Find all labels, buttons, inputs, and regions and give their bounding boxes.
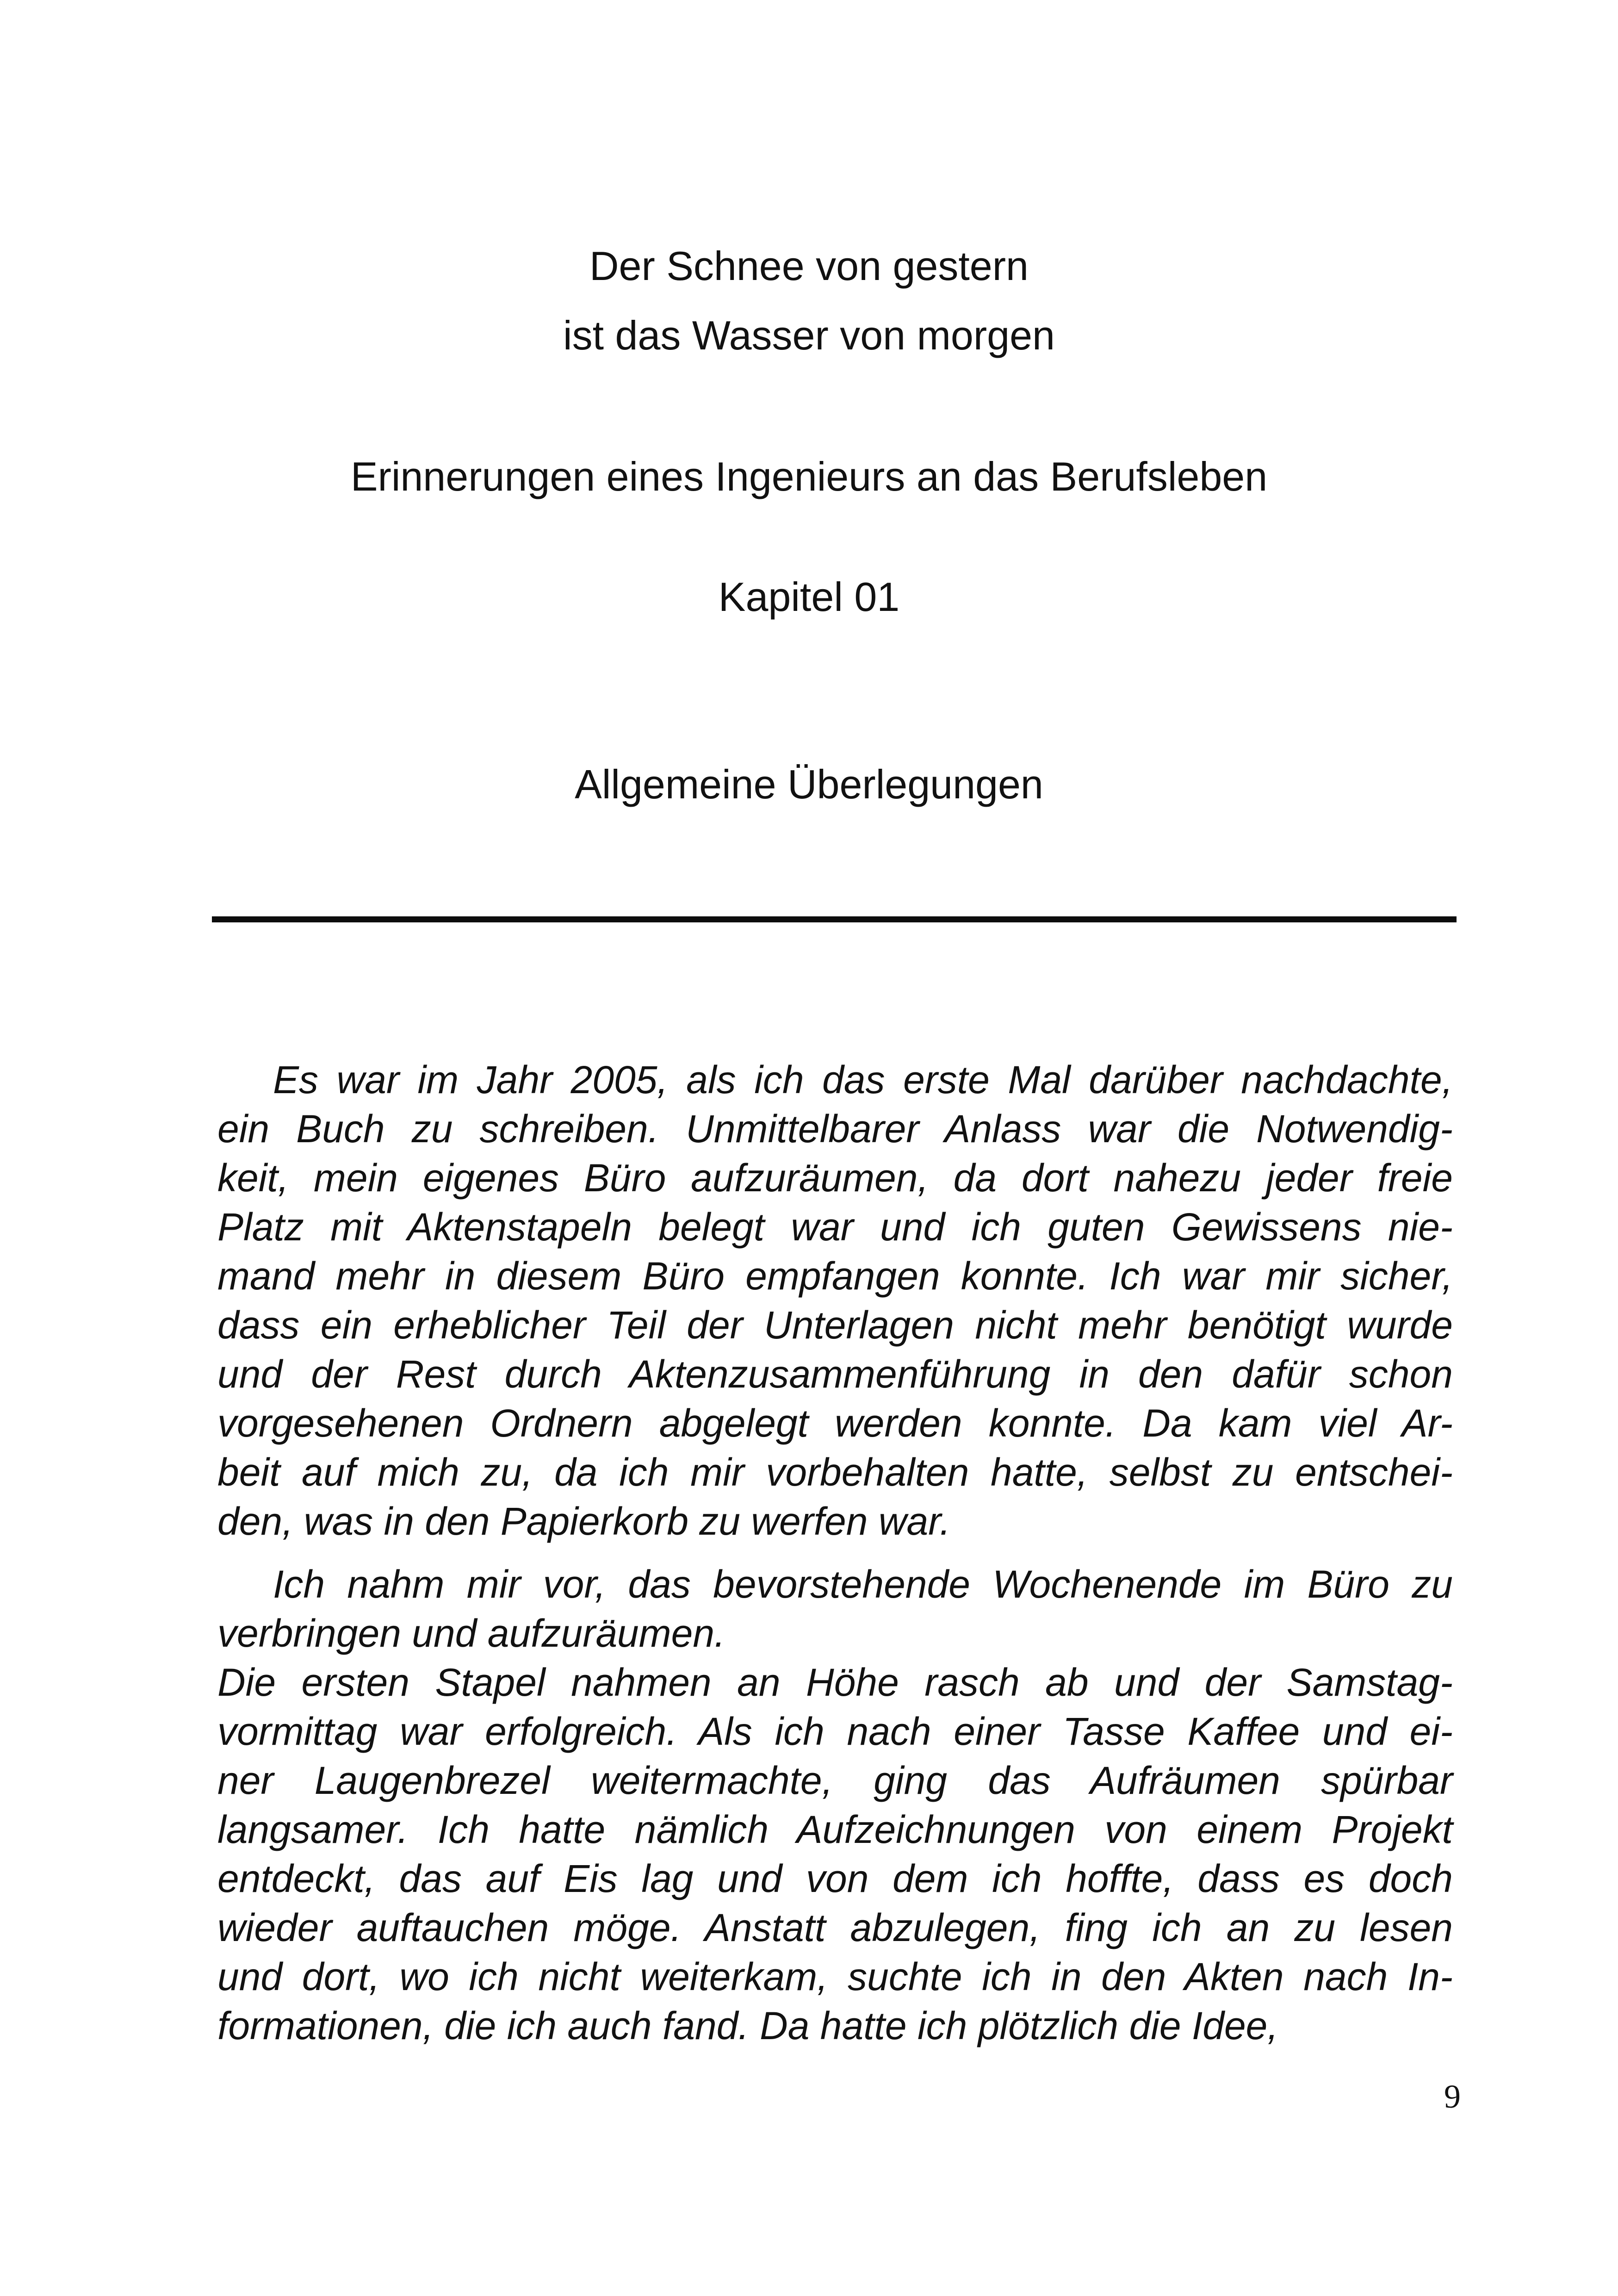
paragraph-line: verbringen und aufzuräumen. — [217, 1612, 725, 1655]
paragraph-line: Die ersten Stapel nahmen an Höhe rasch ab und der Samstag- — [217, 1661, 1453, 1704]
paragraph-line: wieder auftauchen möge. Anstatt abzulegen, fing ich an zu lesen — [217, 1906, 1453, 1949]
paragraph-line: den, was in den Papierkorb zu werfen war. — [217, 1500, 951, 1543]
paragraph-line: vorgesehenen Ordnern abgelegt werden konnte. Da kam viel Ar- — [217, 1401, 1453, 1445]
paragraph-line: formationen, die ich auch fand. Da hatte ich plötzlich die Idee, — [217, 2004, 1278, 2047]
paragraph-line: ein Buch zu schreiben. Unmittelbarer Anlass war die Notwendig- — [217, 1107, 1453, 1151]
chapter-title: Allgemeine Überlegungen — [575, 761, 1043, 807]
paragraph-line: ner Laugenbrezel weitermachte, ging das Aufräumen spürbar — [217, 1759, 1453, 1802]
paragraph-line: beit auf mich zu, da ich mir vorbehalten hatte, selbst zu entschei- — [217, 1450, 1453, 1494]
chapter-divider — [212, 916, 1457, 922]
paragraph-line: und dort, wo ich nicht weiterkam, suchte ich in den Akten nach In- — [217, 1955, 1453, 1998]
paragraph-line: entdeckt, das auf Eis lag und von dem ich hoffte, dass es doch — [217, 1857, 1453, 1900]
paragraph-line: Ich nahm mir vor, das bevorstehende Wochenende im Büro zu — [273, 1562, 1453, 1606]
paragraph-line: vormittag war erfolgreich. Als ich nach einer Tasse Kaffee und ei- — [217, 1710, 1453, 1753]
paragraph-line: langsamer. Ich hatte nämlich Aufzeichnungen von einem Projekt — [217, 1808, 1453, 1851]
paragraph-line: mand mehr in diesem Büro empfangen konnte. Ich war mir sicher, — [217, 1254, 1453, 1298]
title-line-1: Der Schnee von gestern — [589, 243, 1029, 289]
paragraph-line: Platz mit Aktenstapeln belegt war und ich guten Gewissens nie- — [217, 1205, 1453, 1249]
paragraph-line: Es war im Jahr 2005, als ich das erste Mal darüber nachdachte, — [273, 1058, 1453, 1101]
page-number: 9 — [1444, 2078, 1461, 2115]
book-subtitle: Erinnerungen eines Ingenieurs an das Berufsleben — [350, 454, 1268, 499]
paragraph-1 — [217, 1055, 1453, 1546]
paragraph-line: dass ein erheblicher Teil der Unterlagen nicht mehr benötigt wurde — [217, 1303, 1453, 1347]
paragraph-line: und der Rest durch Aktenzusammenführung in den dafür schon — [217, 1352, 1453, 1396]
title-line-2: ist das Wasser von morgen — [563, 312, 1055, 358]
chapter-number: Kapitel 01 — [718, 574, 900, 620]
paragraph-2 — [217, 1560, 1453, 2050]
paragraph-line: keit, mein eigenes Büro aufzuräumen, da dort nahezu jeder freie — [217, 1156, 1453, 1200]
